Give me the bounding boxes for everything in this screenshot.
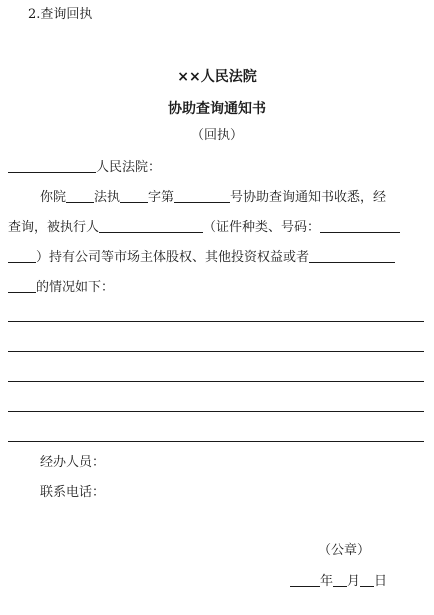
year-blank [290, 572, 320, 587]
body-text: （证件种类、号码： [203, 220, 321, 235]
day-label: 日 [374, 574, 388, 589]
id-number-blank [320, 218, 400, 233]
date-line [290, 572, 387, 591]
response-line-4 [8, 411, 424, 412]
seal-label: （公章） [318, 543, 371, 558]
document-subtitle: （回执） [190, 128, 243, 143]
month-blank [333, 572, 347, 587]
section-heading: 2.查询回执 [28, 7, 93, 22]
addressee-suffix: 人民法院： [96, 160, 162, 175]
year-label: 年 [320, 574, 334, 589]
body-text: 的情况如下： [36, 280, 115, 295]
day-blank [360, 572, 374, 587]
body-line-4 [8, 278, 114, 297]
executee-name-blank [99, 218, 203, 233]
body-line-3 [8, 248, 395, 267]
body-text: 字第 [148, 190, 175, 205]
other-rights-blank [309, 248, 395, 263]
body-line-1 [40, 188, 386, 207]
case-type-blank [120, 188, 148, 203]
body-text: ）持有公司等市场主体股权、其他投资权益或者 [36, 250, 310, 265]
addressee-blank [8, 158, 96, 173]
body-text: 查询，被执行人 [8, 220, 100, 235]
response-line-2 [8, 351, 424, 352]
response-line-3 [8, 381, 424, 382]
phone-label: 联系电话： [40, 485, 106, 500]
case-year-blank [66, 188, 94, 203]
response-line-1 [8, 321, 424, 322]
case-number-blank [174, 188, 230, 203]
addressee-line [8, 158, 161, 177]
body-text: 号协助查询通知书收悉，经 [230, 190, 387, 205]
id-number-blank-cont [8, 248, 36, 263]
other-rights-blank-cont [8, 278, 36, 293]
body-text: 你院 [40, 190, 67, 205]
document-title: 协助查询通知书 [168, 101, 266, 117]
body-text: 法执 [94, 190, 121, 205]
month-label: 月 [347, 574, 361, 589]
body-line-2 [8, 218, 400, 237]
handler-label: 经办人员： [40, 455, 106, 470]
response-line-5 [8, 441, 424, 442]
court-name: ××人民法院 [177, 69, 257, 85]
